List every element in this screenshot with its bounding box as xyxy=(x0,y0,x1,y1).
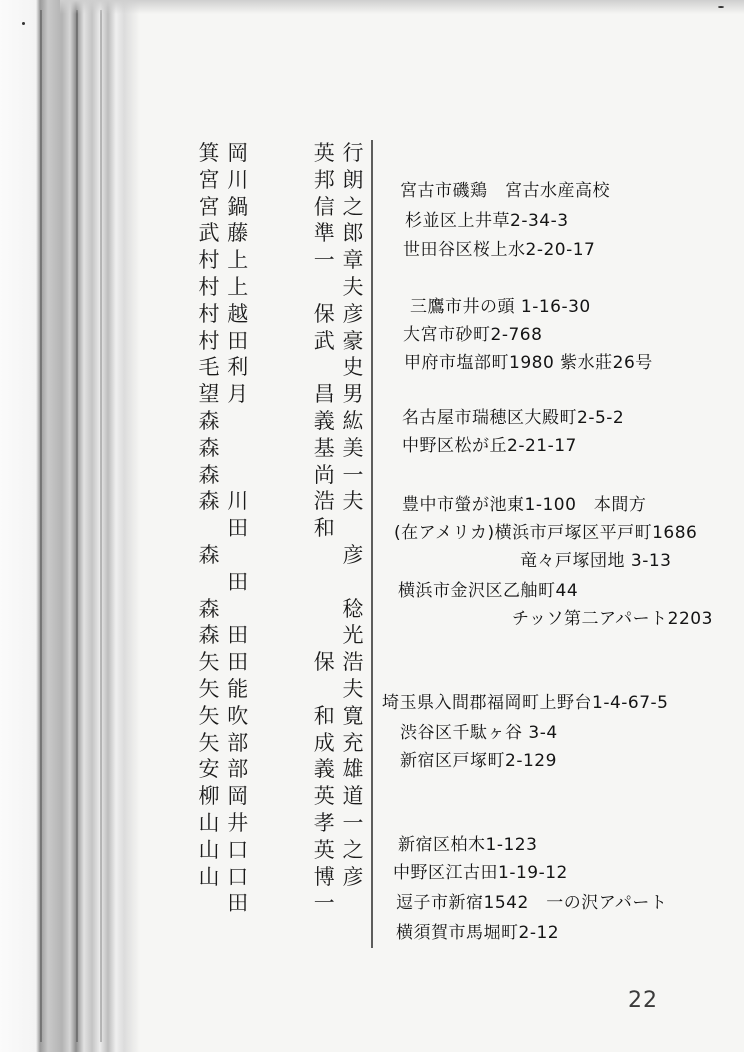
name-character: 信 xyxy=(313,194,335,219)
name-character: 吹 xyxy=(227,703,249,728)
name-character: 村 xyxy=(198,301,220,326)
name-character xyxy=(199,569,220,596)
name-character: 昌 xyxy=(313,382,335,407)
name-character xyxy=(256,890,277,917)
name-character xyxy=(314,676,335,703)
name-column xyxy=(225,140,251,950)
name-character xyxy=(285,408,306,435)
name-character: 矢 xyxy=(198,703,220,728)
name-character: 川 xyxy=(227,167,249,192)
name-character xyxy=(285,837,306,864)
name-character xyxy=(285,569,306,596)
name-character xyxy=(314,622,335,649)
name-character: 浩 xyxy=(342,650,364,675)
name-character: 彦 xyxy=(342,864,364,889)
name-character xyxy=(256,140,277,167)
address-line: 竜々戸塚団地 3-13 xyxy=(520,551,672,571)
name-character: 箕 xyxy=(198,141,220,165)
name-character: 井 xyxy=(227,810,249,835)
name-character: 武 xyxy=(313,328,335,353)
name-character xyxy=(256,301,277,328)
name-character: 彦 xyxy=(342,542,364,567)
name-character xyxy=(285,622,306,649)
address-line: 名古屋市瑞穂区大殿町2-5-2 xyxy=(402,408,625,428)
name-character: 保 xyxy=(313,650,335,675)
name-character xyxy=(256,462,277,489)
name-character xyxy=(285,864,306,891)
address-line: 逗子市新宿1542 一の沢アパート xyxy=(396,893,668,913)
name-character xyxy=(227,435,248,462)
name-character: 義 xyxy=(313,757,335,782)
name-character xyxy=(256,837,277,864)
name-character xyxy=(256,756,277,783)
name-character: 英 xyxy=(313,784,335,809)
name-character: 森 xyxy=(198,542,220,567)
name-character: 利 xyxy=(227,355,249,380)
name-character xyxy=(285,810,306,837)
name-character xyxy=(285,194,306,221)
name-character: 岡 xyxy=(227,141,249,165)
name-character xyxy=(256,569,277,596)
name-character xyxy=(256,783,277,810)
name-character xyxy=(227,462,248,489)
name-character: 充 xyxy=(342,730,364,755)
name-character xyxy=(199,515,220,542)
name-character xyxy=(256,220,277,247)
name-character: 光 xyxy=(342,623,364,648)
name-character xyxy=(256,515,277,542)
address-line: (在アメリカ)横浜市戸塚区平戸町1686 xyxy=(394,523,698,543)
name-character xyxy=(314,596,335,623)
name-character: 博 xyxy=(313,864,335,889)
name-character xyxy=(285,167,306,194)
name-character xyxy=(285,783,306,810)
name-character: 安 xyxy=(198,757,220,782)
address-line: 埼玉県入間郡福岡町上野台1-4-67-5 xyxy=(382,693,669,713)
scan-speck xyxy=(22,22,25,25)
name-character: 田 xyxy=(227,623,249,648)
name-character: 道 xyxy=(342,784,364,809)
name-character: 森 xyxy=(198,489,220,514)
name-column xyxy=(254,140,280,950)
name-character: 口 xyxy=(227,837,249,862)
name-character: 能 xyxy=(227,676,249,701)
name-character xyxy=(285,301,306,328)
name-character: 柳 xyxy=(198,784,220,809)
name-character xyxy=(342,569,363,596)
name-character xyxy=(285,220,306,247)
name-character: 森 xyxy=(198,623,220,648)
name-character: 森 xyxy=(198,596,220,621)
name-character xyxy=(227,596,248,623)
address-line: チッソ第二アパート2203 xyxy=(512,609,713,629)
name-character xyxy=(256,328,277,355)
name-character: 之 xyxy=(342,194,364,219)
name-character: 越 xyxy=(227,301,249,326)
name-character: 和 xyxy=(313,516,335,541)
address-line: 中野区江古田1-19-12 xyxy=(393,863,568,883)
scan-shadow xyxy=(60,0,744,14)
address-line: 豊中市螢が池東1-100 本間方 xyxy=(402,495,647,515)
name-character xyxy=(256,864,277,891)
name-character xyxy=(285,247,306,274)
name-character: 雄 xyxy=(342,757,364,782)
name-character xyxy=(285,756,306,783)
address-line: 新宿区戸塚町2-129 xyxy=(400,751,557,771)
name-character xyxy=(314,354,335,381)
name-character: 村 xyxy=(198,248,220,273)
name-character: 義 xyxy=(313,408,335,433)
name-character: 田 xyxy=(227,891,249,916)
name-character xyxy=(285,354,306,381)
name-character: 準 xyxy=(313,221,335,246)
address-line: 大宮市砂町2-768 xyxy=(403,325,543,345)
name-character xyxy=(256,622,277,649)
name-character xyxy=(227,408,248,435)
name-character: 矢 xyxy=(198,650,220,675)
name-character xyxy=(285,703,306,730)
name-column xyxy=(196,140,222,950)
name-character xyxy=(256,274,277,301)
name-character xyxy=(256,167,277,194)
name-character: 森 xyxy=(198,408,220,433)
name-character: 宮 xyxy=(198,194,220,219)
name-character xyxy=(227,542,248,569)
name-character: 英 xyxy=(313,837,335,862)
name-character: 鍋 xyxy=(227,194,249,219)
name-character xyxy=(256,247,277,274)
name-character: 稔 xyxy=(342,596,364,621)
name-character: 一 xyxy=(313,248,335,273)
address-line: 杉並区上井草2-34-3 xyxy=(405,211,569,231)
name-character: 男 xyxy=(342,382,364,407)
address-line: 横浜市金沢区乙舳町44 xyxy=(398,581,579,601)
name-character: 矢 xyxy=(198,676,220,701)
name-character: 郎 xyxy=(342,221,364,246)
name-character: 山 xyxy=(198,864,220,889)
name-character: 口 xyxy=(227,864,249,889)
name-character: 孝 xyxy=(313,810,335,835)
name-character xyxy=(285,488,306,515)
name-character: 山 xyxy=(198,810,220,835)
name-character: 森 xyxy=(198,462,220,487)
name-character: 和 xyxy=(313,703,335,728)
name-character: 成 xyxy=(313,730,335,755)
spine-edge-line xyxy=(76,10,78,1042)
name-character: 豪 xyxy=(342,328,364,353)
name-character: 部 xyxy=(227,757,249,782)
name-character: 寛 xyxy=(342,703,364,728)
name-character: 岡 xyxy=(227,784,249,809)
name-character: 邦 xyxy=(313,167,335,192)
name-character: 山 xyxy=(198,837,220,862)
name-character: 美 xyxy=(342,435,364,460)
address-line: 三鷹市井の頭 1-16-30 xyxy=(410,297,591,317)
address-line: 世田谷区桜上水2-20-17 xyxy=(403,240,596,260)
address-line: 甲府市塩部町1980 紫水莊26号 xyxy=(404,353,653,373)
name-character: 部 xyxy=(227,730,249,755)
name-character xyxy=(285,515,306,542)
name-character: 一 xyxy=(313,891,335,916)
name-character: 田 xyxy=(227,516,249,541)
name-character: 田 xyxy=(227,328,249,353)
name-character: 村 xyxy=(198,328,220,353)
name-character: 保 xyxy=(313,301,335,326)
name-character xyxy=(256,596,277,623)
name-character xyxy=(285,140,306,167)
name-character: 紘 xyxy=(342,408,364,433)
name-character: 夫 xyxy=(342,489,364,514)
name-character: 夫 xyxy=(342,274,364,299)
name-character: 上 xyxy=(227,248,249,273)
name-character xyxy=(285,381,306,408)
name-character: 尚 xyxy=(313,462,335,487)
name-character: 藤 xyxy=(227,221,249,246)
name-character xyxy=(285,649,306,676)
name-character: 望 xyxy=(198,382,220,407)
name-character xyxy=(256,810,277,837)
name-character xyxy=(256,703,277,730)
name-character: 毛 xyxy=(198,355,220,380)
address-line: 渋谷区千駄ヶ谷 3-4 xyxy=(400,723,558,743)
spine-edge-line xyxy=(40,10,42,1042)
name-character: 一 xyxy=(342,810,364,835)
name-character xyxy=(285,462,306,489)
address-line: 新宿区柏木1-123 xyxy=(398,835,538,855)
name-character xyxy=(285,274,306,301)
name-character: 基 xyxy=(313,435,335,460)
name-character xyxy=(256,381,277,408)
name-character xyxy=(314,542,335,569)
name-character xyxy=(285,890,306,917)
name-character: 一 xyxy=(342,462,364,487)
name-character xyxy=(256,354,277,381)
name-character xyxy=(256,649,277,676)
name-character xyxy=(285,328,306,355)
page-number: 22 xyxy=(628,988,658,1013)
name-character xyxy=(256,435,277,462)
name-character: 彦 xyxy=(342,301,364,326)
name-column xyxy=(311,140,337,950)
name-character: 矢 xyxy=(198,730,220,755)
name-character: 行 xyxy=(342,141,364,165)
name-character: 月 xyxy=(227,382,249,407)
name-character: 英 xyxy=(313,141,335,165)
name-character xyxy=(256,676,277,703)
name-character xyxy=(285,596,306,623)
name-character: 朗 xyxy=(342,167,364,192)
member-names xyxy=(196,140,366,950)
name-character: 川 xyxy=(227,489,249,514)
spine-edge-line xyxy=(100,10,102,1042)
name-character xyxy=(342,515,363,542)
name-character: 章 xyxy=(342,248,364,273)
name-character xyxy=(285,435,306,462)
name-character: 田 xyxy=(227,650,249,675)
name-character xyxy=(314,274,335,301)
address-line: 横須賀市馬堀町2-12 xyxy=(396,923,560,943)
name-character xyxy=(285,676,306,703)
name-character: 田 xyxy=(227,569,249,594)
name-character xyxy=(256,194,277,221)
name-character xyxy=(256,542,277,569)
name-character: 浩 xyxy=(313,489,335,514)
name-character: 宮 xyxy=(198,167,220,192)
name-character xyxy=(256,488,277,515)
scan-speck xyxy=(718,6,724,8)
name-character: 村 xyxy=(198,274,220,299)
name-character: 史 xyxy=(342,355,364,380)
address-line: 宮古市磯鶏 宮古水産高校 xyxy=(400,181,610,201)
address-line: 中野区松が丘2-21-17 xyxy=(402,436,577,456)
name-character xyxy=(285,730,306,757)
name-character xyxy=(256,408,277,435)
name-character: 武 xyxy=(198,221,220,246)
name-column xyxy=(340,140,366,950)
book-spine xyxy=(0,0,140,1052)
name-character: 森 xyxy=(198,435,220,460)
name-column xyxy=(282,140,308,950)
column-divider xyxy=(371,140,373,948)
name-character xyxy=(256,730,277,757)
name-character xyxy=(285,542,306,569)
name-character: 之 xyxy=(342,837,364,862)
name-character: 上 xyxy=(227,274,249,299)
name-character xyxy=(314,569,335,596)
name-character: 夫 xyxy=(342,676,364,701)
